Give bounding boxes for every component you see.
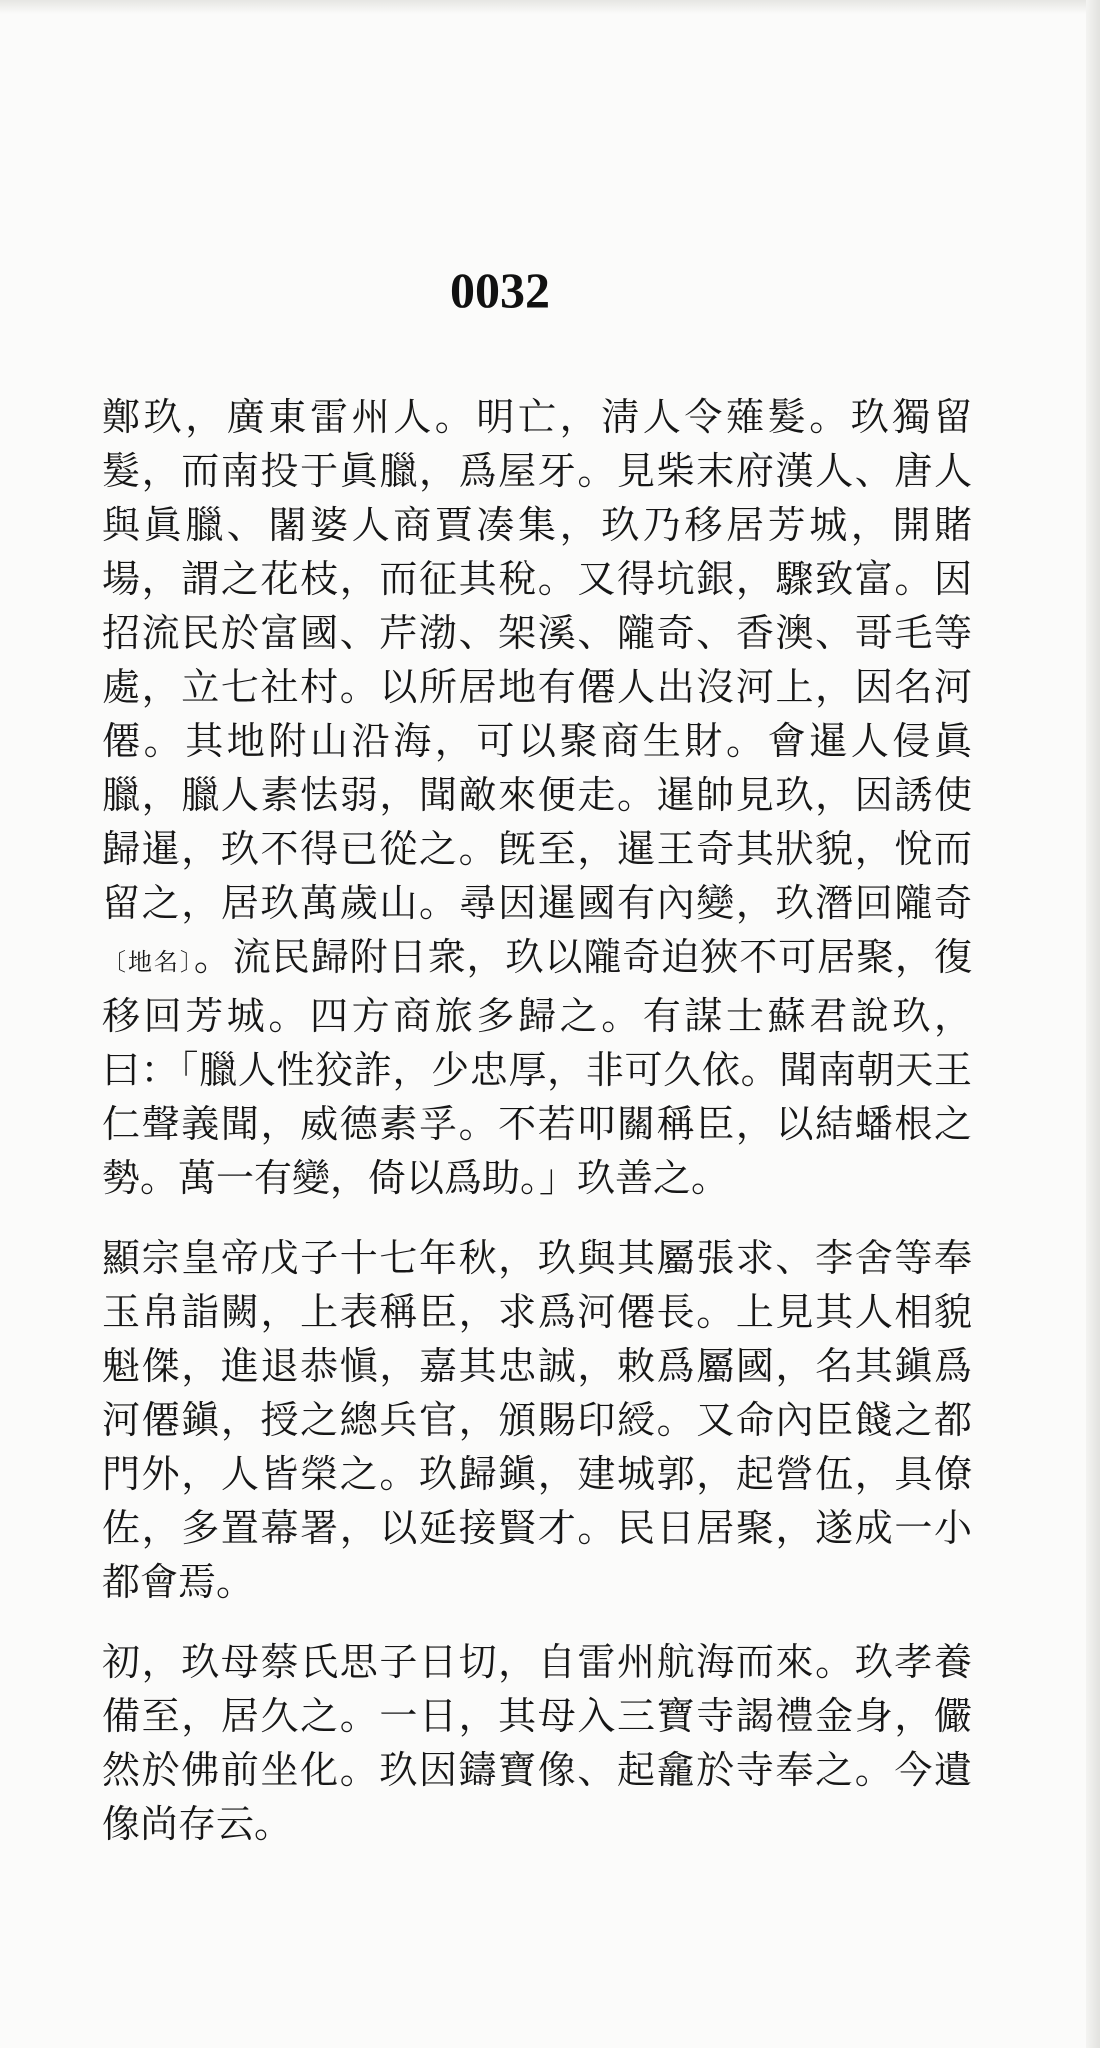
body-text bbox=[102, 390, 972, 1877]
paragraph-3: 初，玖母蔡氏思子日切，自雷州航海而來。玖孝養備至，居久之。一日，其母入三寶寺謁禮金身，儼然於佛前坐化。玖因鑄寶像、起龕於寺奉之。今遺像尚存云。 bbox=[102, 1640, 972, 1846]
page-number: 0032 bbox=[450, 262, 550, 318]
paragraph-1-text-a: 鄭玖，廣東雷州人。明亡，淸人令薙髮。玖獨留髮，而南投于眞臘，爲屋牙。見柴末府漢人、唐人與眞臘、闍婆人商賈凑集，玖乃移居芳城，開賭場，謂之花枝，而征其稅。又得坑銀，驟致富。因招流民於富國、芹渤、架溪、隴奇、香澳、哥毛等處，立七社村。以所居地有僊人出沒河上，因名河僊。其地附山沿海，可以聚商生財。會暹人侵眞臘，臘人素怯弱，聞敵來便走。暹帥見玖，因誘使歸暹，玖不得已從之。旣至，暹王奇其狀貌，悅而留之，居玖萬歲山。尋因暹國有內變，玖潛回隴奇 bbox=[102, 395, 972, 925]
page-top-shadow bbox=[0, 0, 1100, 14]
page-edge-shadow bbox=[1086, 0, 1100, 2048]
place-name-note: 〔地名〕 bbox=[102, 948, 194, 976]
paragraph-1-text-b: 。流民歸附日衆，玖以隴奇迫狹不可居聚，復移回芳城。四方商旅多歸之。有謀士蘇君說玖，曰：「臘人性狡詐，少忠厚，非可久依。聞南朝天王仁聲義聞，威德素孚。不若叩關稱臣，以結蟠根之勢。萬一有變，倚以爲助。」玖善之。 bbox=[102, 935, 972, 1200]
paragraph-2: 顯宗皇帝戊子十七年秋，玖與其屬張求、李舍等奉玉帛詣闕，上表稱臣，求爲河僊長。上見其人相貌魁傑，進退恭愼，嘉其忠誠，敕爲屬國，名其鎭爲河僊鎭，授之總兵官，頒賜印綬。又命內臣餞之都門外，人皆榮之。玖歸鎭，建城郭，起營伍，具僚佐，多置幕署，以延接賢才。民日居聚，遂成一小都會焉。 bbox=[102, 1236, 972, 1604]
paragraph-1 bbox=[102, 390, 972, 1205]
